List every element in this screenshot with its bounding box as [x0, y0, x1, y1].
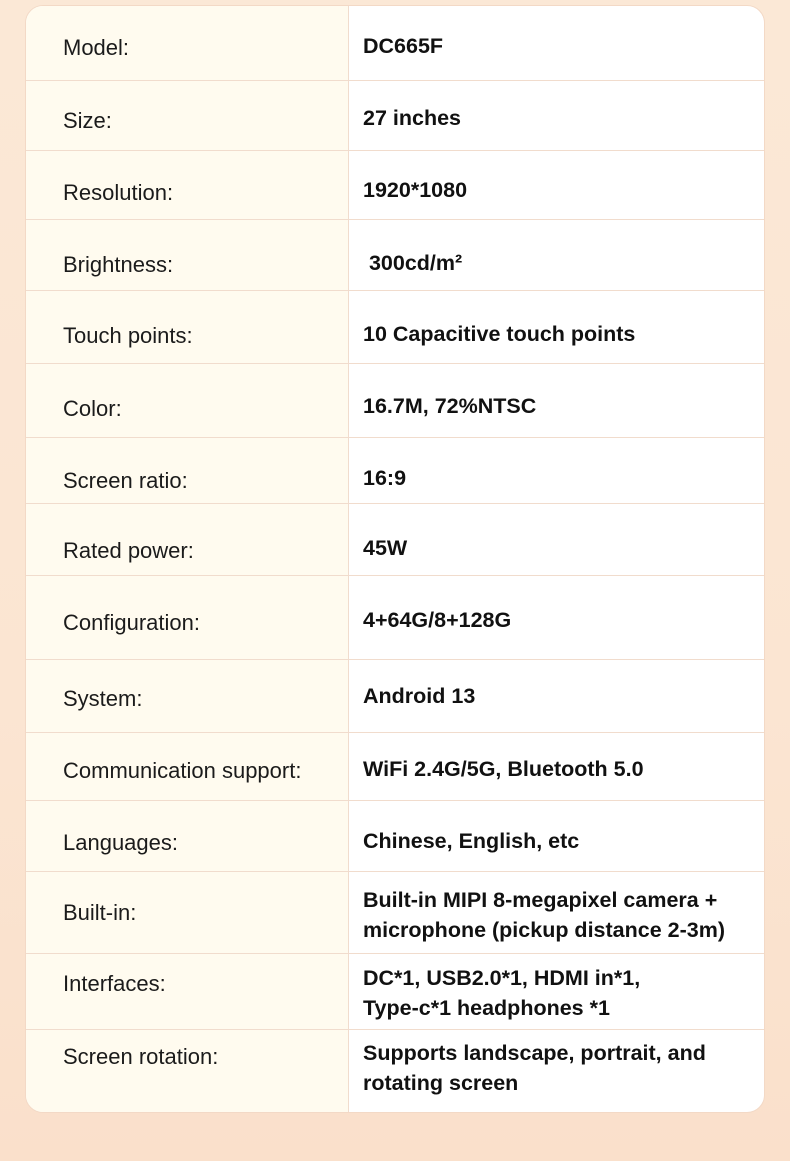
spec-table: [25, 5, 765, 1113]
spec-row-built-in: [26, 872, 765, 954]
spec-row-interfaces: [26, 954, 765, 1030]
spec-value: 45W: [363, 536, 408, 560]
spec-label: Built-in:: [63, 900, 137, 925]
spec-label: Size:: [63, 108, 112, 133]
spec-value: Built-in MIPI 8-megapixel camera + microphone (pickup distance 2-3m): [363, 888, 725, 942]
spec-label: Brightness:: [63, 252, 174, 277]
spec-value: 300cd/m²: [363, 251, 463, 275]
spec-value: 1920*1080: [363, 178, 468, 202]
spec-label: Configuration:: [63, 610, 200, 635]
spec-label: Rated power:: [63, 538, 194, 563]
spec-row-size: [26, 81, 765, 151]
spec-label: Communication support:: [63, 758, 302, 783]
spec-label: Screen rotation:: [63, 1044, 219, 1069]
spec-value: WiFi 2.4G/5G, Bluetooth 5.0: [363, 757, 644, 781]
spec-value: Chinese, English, etc: [363, 829, 580, 853]
spec-row-system: [26, 660, 765, 733]
spec-row-configuration: [26, 576, 765, 660]
spec-row-communication-support: [26, 733, 765, 801]
spec-value: DC665F: [363, 34, 444, 58]
spec-row-rated-power: [26, 504, 765, 576]
spec-row-touch-points: [26, 291, 765, 364]
spec-label: Screen ratio:: [63, 468, 188, 493]
spec-value: 10 Capacitive touch points: [363, 322, 636, 346]
spec-label: Interfaces:: [63, 971, 166, 996]
spec-value: 4+64G/8+128G: [363, 608, 512, 632]
spec-label: Touch points:: [63, 323, 193, 348]
spec-row-languages: [26, 801, 765, 872]
spec-value: DC*1, USB2.0*1, HDMI in*1, Type-c*1 headphones *1: [363, 966, 641, 1020]
spec-value: Android 13: [363, 684, 476, 708]
spec-label: Color:: [63, 396, 122, 421]
spec-row-resolution: [26, 151, 765, 220]
spec-value: 27 inches: [363, 106, 461, 130]
spec-row-screen-ratio: [26, 438, 765, 504]
spec-row-screen-rotation: [26, 1030, 765, 1113]
spec-row-color: [26, 364, 765, 438]
spec-label: System:: [63, 686, 143, 711]
spec-value: 16:9: [363, 466, 407, 490]
spec-row-brightness: [26, 220, 765, 291]
spec-label: Resolution:: [63, 180, 174, 205]
spec-label: Model:: [63, 35, 130, 60]
spec-label: Languages:: [63, 830, 178, 855]
spec-value: 16.7M, 72%NTSC: [363, 394, 537, 418]
spec-row-model: [26, 6, 765, 81]
spec-value: Supports landscape, portrait, and rotating screen: [363, 1041, 706, 1095]
